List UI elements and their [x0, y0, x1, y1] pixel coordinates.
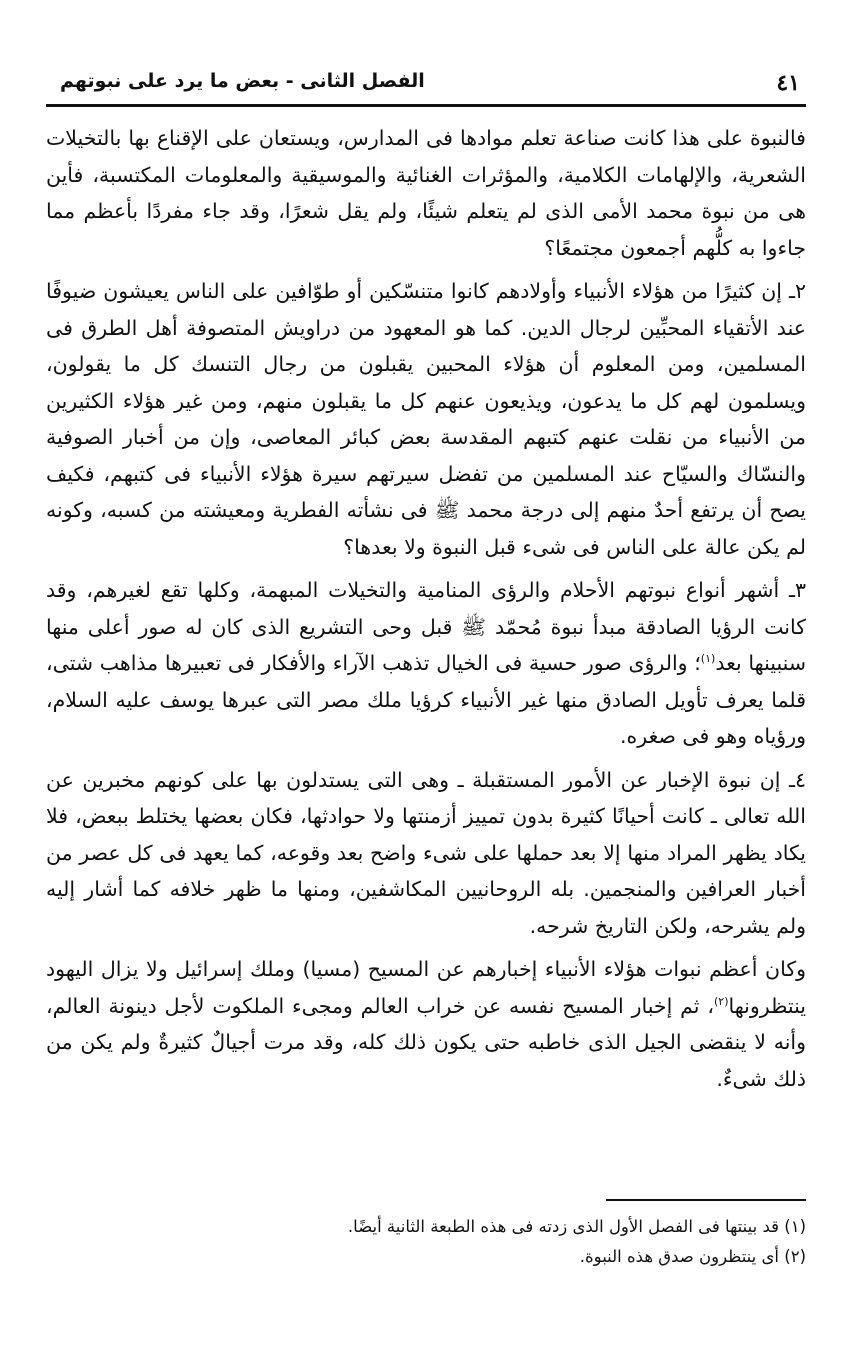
- footnote-1: (١) قد بينتها فى الفصل الأول الذى زدته فى هذه الطبعة الثانية أيضًا.: [347, 1217, 806, 1236]
- footnote-rule: [606, 1199, 806, 1201]
- paragraph-4: ٤ـ إن نبوة الإخبار عن الأمور المستقبلة ـ وهى التى يستدلون بها على كونهم مخبرين عن الله تعالى ـ كانت أحيانًا كثيرة بدون تمييز أزمنتها ولا حوادثها، فكان بعضها يختلط ببعض، فلا يكاد يظهر المراد منها إلا بعد حملها على شىء واضح بعد وقوعه، كما يعهد فى كل عصر من أخبار العرافين والمنجمين. بله الروحانيين المكاشفين، ومنها ما ظهر خلافه كما أشار إليه ولم يشرحه، ولكن التاريخ شرحه.: [46, 767, 806, 938]
- paragraph-3-part-b: ؛ والرؤى صور حسية فى الخيال تذهب الآراء والأفكار فى تعبيرها مذاهب شتى، قلما يعرف تأويل الصادق منها غير الأنبياء كرؤيا ملك مصر التى عبرها يوسف عليه السلام، ورؤياه وهو فى صغره.: [46, 651, 806, 748]
- paragraph-5-part-b: ، ثم إخبار المسيح نفسه عن خراب العالم ومجىء الملكوت لأجل دينونة العالم، وأنه لا ينقضى الجيل الذى خاطبه حتى يكون ذلك كله، وقد مرت أجيالٌ كثيرةٌ ولم يكن من ذلك شىءٌ.: [46, 993, 806, 1091]
- paragraph-3: [46, 572, 806, 755]
- paragraph-5-part-a: وكان أعظم نبوات هؤلاء الأنبياء إخبارهم عن المسيح (مسيا) وملك إسرائيل ولا يزال اليهود ينتظرونها: [46, 957, 806, 1018]
- footnote-2: (٢) أى ينتظرون صدق هذه النبوة.: [579, 1247, 806, 1266]
- body-text: [46, 120, 806, 1104]
- book-page: [46, 58, 806, 1338]
- header-rule: [46, 104, 806, 107]
- paragraph-5: [46, 951, 806, 1097]
- page-number: ٤١: [776, 70, 800, 96]
- paragraph-3-part-a: ٣ـ أشهر أنواع نبوتهم الأحلام والرؤى المنامية والتخيلات المبهمة، وكلها تقع لغيرهم، وقد كانت الرؤيا الصادقة مبدأ نبوة مُحمّد ﷺ قبل وحى التشريع الذى كان له صور أعلى منها سنبينها بعد: [46, 578, 806, 675]
- footnote-ref-1[interactable]: (١): [700, 652, 716, 666]
- footnotes: [46, 1212, 806, 1272]
- running-title: الفصل الثانى - بعض ما يرد على نبوتهم: [60, 70, 425, 92]
- footnote-ref-2[interactable]: (٢): [713, 994, 729, 1008]
- page-header: [46, 58, 806, 102]
- paragraph-2: ٢ـ إن كثيرًا من هؤلاء الأنبياء وأولادهم كانوا متنسّكين أو طوّافين على الناس يعيشون ضيوفًا عند الأتقياء المحبِّين لرجال الدين. كما هو المعهود من دراويش المتصوفة أهل الطرق فى المسلمين، ومن المعلوم أن هؤلاء المحبين يقبلون من رجال التنسك كل ما يقولون، ويسلمون لهم كل ما يدعون، ويذيعون عنهم كل ما يقبلون منهم، ومن غير هؤلاء الكثيرين من الأنبياء من نقلت عنهم كتبهم المقدسة بعض كبائر المعاصى، وإن من أخبار الصوفية والنسّاك والسيّاح عند المسلمين من تفضل سيرتهم سيرة هؤلاء الأنبياء فى كتبهم، فكيف يصح أن يرتفع أحدٌ منهم إلى درجة محمد ﷺ فى نشأته الفطرية ومعيشته من كسبه، وكونه لم يكن عالة على الناس فى شىء قبل النبوة ولا بعدها؟: [46, 279, 806, 559]
- paragraph-1: فالنبوة على هذا كانت صناعة تعلم موادها فى المدارس، ويستعان على الإقناع بها بالتخيلات الشعرية، والإلهامات الكلامية، والمؤثرات الغنائية والموسيقية والمعلومات المكتسبة، فأين هى من نبوة محمد الأمى الذى لم يتعلم شيئًا، ولم يقل شعرًا، وقد جاء مفردًا بأعظم مما جاءوا به كلُّهم أجمعون مجتمعًا؟: [46, 126, 806, 260]
